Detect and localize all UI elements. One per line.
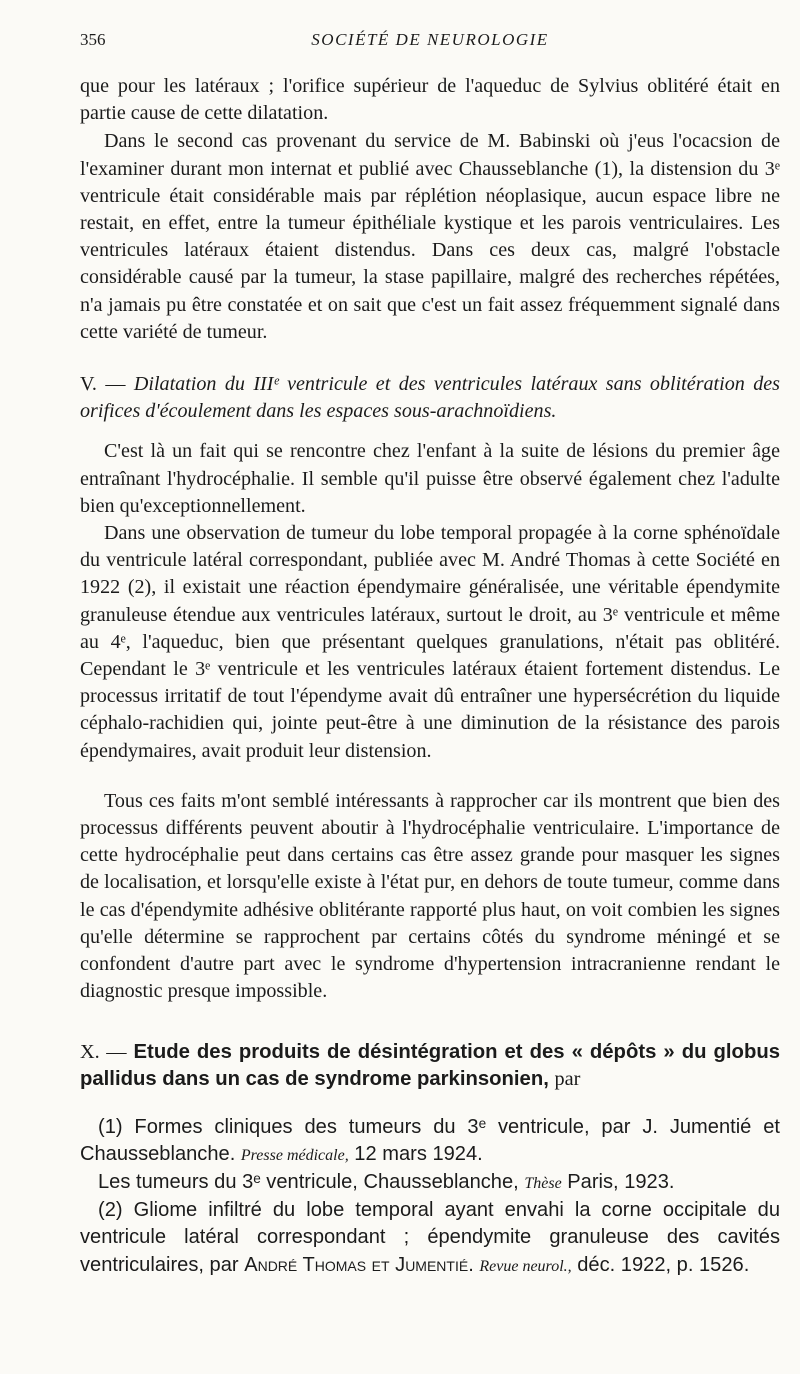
paragraph-continuation: que pour les latéraux ; l'orifice supérieur de l'aqueduc de Sylvius oblitéré était en partie cause de cette dilatation. (80, 75, 780, 125)
footnote-2-journal: Revue neurol., (479, 1257, 572, 1275)
paragraph-conclusion: Tous ces faits m'ont semblé intéressants à rapprocher car ils montrent que bien des processus différents peuvent aboutir à l'hydrocéphalie ventriculaire. L'importance de cette hydrocéphalie peut dans certains cas être assez grande pour masquer les signes de localisation, et lorsqu'elle existe à l'état pur, en dehors de toute tumeur, comme dans le cas d'épendymite adhésive oblitérante rapporté plus haut, on voit combien les signes qu'elle détermine se rapprochent par certains côtés du syndrome méningé et se confondent d'autre part avec le syndrome d'hypertension intracranienne rendant le diagnostic presque impossible. (80, 789, 780, 1003)
footnote-2-text: (2) Gliome infiltré du lobe temporal ayant envahi la corne occipitale du ventricule latéral correspondant ; épendymite granuleuse des cavités ventriculaires, par (80, 1199, 780, 1276)
page-header (80, 30, 780, 54)
paragraph-child-case: C'est là un fait qui se rencontre chez l'enfant à la suite de lésions du premier âge entraînant l'hydrocéphalie. Il semble qu'il puisse être observé également chez l'adulte bien qu'exceptionnellement. (80, 440, 780, 517)
page-number: 356 (80, 30, 106, 49)
footnote-1-thesis-author: Les tumeurs du 3ᵉ ventricule, Chausseblanche, (98, 1170, 519, 1193)
section-v-number: V. — (80, 373, 126, 396)
footnote-1 (80, 1114, 780, 1169)
section-x-heading (80, 1039, 780, 1093)
footnote-1-journal: Presse médicale, (240, 1146, 349, 1164)
footnote-1-text: (1) Formes cliniques des tumeurs du 3ᵉ ventricule, par J. Jumentié et Chausseblanche. (80, 1115, 780, 1165)
paragraph-second-case: Dans le second cas provenant du service de M. Babinski où j'eus l'ocacsion de l'examiner durant mon internat et publié avec Chausseblanche (1), la distension du 3ᵉ ventricule était considérable mais par réplétion néoplasique, aucun espace libre ne restait, en effet, entre la tumeur épithéliale kystique et les parois ventriculaires. Les ventricules latéraux étaient distendus. Dans ces deux cas, malgré l'obstacle considérable causé par la tumeur, la stase papillaire, malgré des recherches répétées, n'a jamais pu être constatée et on sait que c'est un fait assez fréquemment signalé dans cette variété de tumeur. (80, 130, 780, 343)
footnote-2-date: déc. 1922, p. 1526. (577, 1253, 750, 1276)
section-x-number: X. — (80, 1040, 127, 1063)
main-text (80, 73, 780, 1280)
footnote-1-thesis-date: Paris, 1923. (567, 1170, 675, 1193)
running-title: SOCIÉTÉ DE NEUROLOGIE (311, 30, 549, 49)
footnote-2 (80, 1197, 780, 1280)
section-x-par: par (554, 1067, 581, 1090)
section-v-title: Dilatation du IIIᵉ ventricule et des ventricules latéraux sans oblitération des orifices d'écoulement dans les espaces sous-arachnoïdiens. (80, 373, 780, 423)
footnote-2-authors: André Thomas et Jumentié. (244, 1253, 474, 1276)
footnote-1-continued (80, 1169, 780, 1197)
paragraph-observation: Dans une observation de tumeur du lobe temporal propagée à la corne sphénoïdale du ventricule latéral correspondant, publiée avec M. André Thomas à cette Société en 1922 (2), il existait une réaction épendymaire généralisée, une véritable épendymite granuleuse étendue aux ventricules latéraux, surtout le droit, au 3ᵉ ventricule et même au 4ᵉ, l'aqueduc, bien que présentant quelques granulations, n'était pas oblitéré. Cependant le 3ᵉ ventricule et les ventricules latéraux étaient fortement distendus. Le processus irritatif de tout l'épendyme avait dû entraîner une hypersécrétion du liquide céphalo-rachidien qui, jointe peut-être à une diminution de la résistance des parois épendymaires, avait produit leur distension. (80, 522, 780, 762)
section-v-heading (80, 371, 780, 425)
footnote-1-thesis: Thèse (524, 1174, 562, 1192)
footnotes (80, 1114, 780, 1280)
section-x-title: Etude des produits de désintégration et des « dépôts » du globus pallidus dans un cas de syndrome parkinsonien, (80, 1040, 781, 1090)
footnote-1-date: 12 mars 1924. (354, 1142, 483, 1165)
